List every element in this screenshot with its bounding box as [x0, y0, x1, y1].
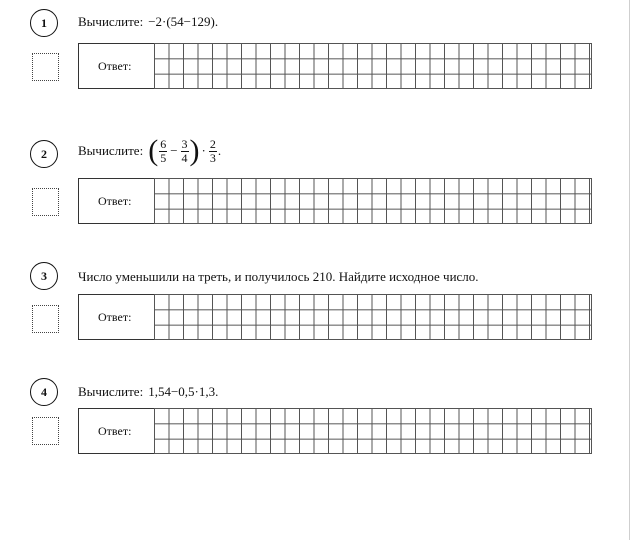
answer-label: Ответ:: [98, 424, 132, 438]
task-number-badge: [30, 262, 58, 290]
task-check-box[interactable]: [32, 417, 59, 445]
question-prompt: Число уменьшили на треть, и получилось 210. Найдите исходное число.: [78, 269, 479, 284]
answer-box: [78, 408, 592, 454]
answer-grid[interactable]: [154, 178, 592, 224]
numerator: 6: [160, 136, 167, 151]
task-number: 1: [41, 15, 47, 30]
question-expression: [148, 136, 221, 166]
denominator: 5: [160, 150, 167, 165]
answer-grid[interactable]: [154, 408, 592, 454]
close-paren: ): [189, 134, 200, 167]
answer-box: [78, 294, 592, 340]
answer-grid[interactable]: [154, 294, 592, 340]
open-paren: (: [148, 134, 159, 167]
fraction: [159, 138, 167, 165]
answer-label: Ответ:: [98, 59, 132, 73]
answer-box: [78, 43, 592, 89]
answer-label: Ответ:: [98, 310, 132, 324]
numerator: 3: [181, 136, 188, 151]
task-number: 3: [41, 268, 47, 283]
task-check-box[interactable]: [32, 53, 59, 81]
multiply-dot: ·: [201, 143, 206, 158]
fraction: [209, 138, 217, 165]
task-number: 4: [41, 384, 47, 399]
task-number-badge: [30, 9, 58, 37]
denominator: 4: [181, 150, 188, 165]
fraction: [181, 138, 189, 165]
task-number-badge: [30, 378, 58, 406]
question-prompt: Вычислите:: [78, 143, 144, 158]
period: .: [217, 143, 222, 158]
task-number-badge: [30, 140, 58, 168]
denominator: 3: [209, 150, 216, 165]
answer-label: Ответ:: [98, 194, 132, 208]
task-check-box[interactable]: [32, 305, 59, 333]
answer-box: [78, 178, 592, 224]
question-prompt: Вычислите:: [78, 384, 144, 399]
answer-grid[interactable]: [154, 43, 592, 89]
task-question: [78, 14, 218, 30]
question-expression: 1,54−0,5·1,3.: [148, 384, 219, 399]
question-expression: −2·(54−129).: [148, 14, 219, 29]
task-question: [78, 384, 218, 400]
numerator: 2: [209, 136, 216, 151]
task-number: 2: [41, 146, 47, 161]
task-check-box[interactable]: [32, 188, 59, 216]
task-question: [78, 269, 479, 285]
task-question: [78, 136, 221, 166]
question-prompt: Вычислите:: [78, 14, 144, 29]
minus-sign: −: [170, 143, 178, 158]
